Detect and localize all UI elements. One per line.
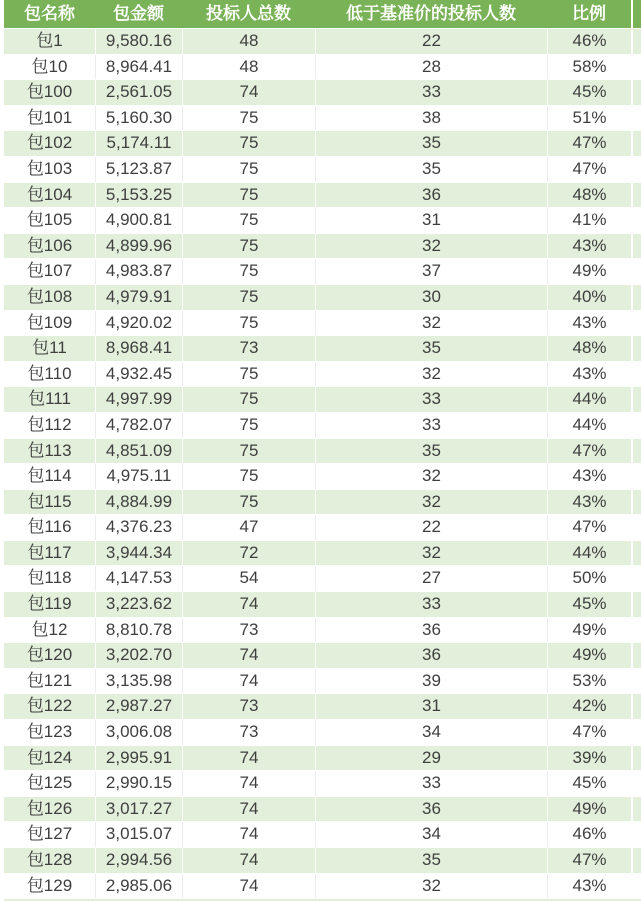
table-row — [4, 821, 641, 847]
cell-bidders-below-base-price[interactable]: 38 — [315, 106, 547, 131]
next-column-sliver — [631, 592, 641, 617]
cell-package-name[interactable]: 包117 — [27, 542, 72, 562]
cell-total-bidders[interactable]: 75 — [182, 208, 315, 233]
cell-total-bidders[interactable]: 75 — [182, 311, 315, 336]
cell-bidders-below-base-price[interactable]: 35 — [315, 336, 547, 361]
column-header-package-amount[interactable]: 包金额 — [113, 4, 164, 23]
table-row — [4, 438, 641, 464]
cell-package-amount[interactable]: 5,123.87 — [95, 157, 182, 182]
next-column-sliver — [631, 694, 641, 719]
cell-total-bidders[interactable]: 74 — [182, 746, 315, 771]
table-row — [4, 847, 641, 873]
cell-package-amount[interactable]: 5,153.25 — [95, 183, 182, 208]
cell-package-amount[interactable]: 4,376.23 — [95, 515, 182, 540]
cell-ratio[interactable]: 47% — [547, 439, 631, 464]
next-column-sliver — [631, 387, 641, 412]
next-column-sliver — [631, 566, 641, 591]
cell-package-name[interactable]: 包129 — [26, 875, 73, 895]
cell-package-name[interactable]: 包127 — [26, 824, 73, 844]
table-row — [4, 156, 641, 182]
next-column-sliver — [631, 311, 641, 336]
cell-total-bidders[interactable]: 75 — [182, 387, 315, 412]
next-column-sliver — [631, 413, 641, 438]
table-row — [4, 79, 641, 105]
next-column-sliver — [631, 234, 641, 259]
cell-package-name[interactable]: 包116 — [27, 517, 72, 537]
cell-package-amount[interactable]: 4,884.99 — [95, 490, 182, 515]
cell-ratio[interactable]: 51% — [547, 106, 631, 131]
table-row — [4, 514, 641, 540]
cell-package-name[interactable]: 包123 — [26, 722, 73, 742]
table-row — [4, 335, 641, 361]
cell-package-amount[interactable]: 4,782.07 — [95, 413, 182, 438]
cell-bidders-below-base-price[interactable]: 35 — [315, 157, 547, 182]
cell-total-bidders[interactable]: 48 — [182, 29, 315, 54]
cell-ratio[interactable]: 45% — [547, 771, 631, 796]
table-row — [4, 386, 641, 412]
cell-package-name[interactable]: 包105 — [26, 210, 73, 230]
cell-bidders-below-base-price[interactable]: 32 — [315, 311, 547, 336]
cell-package-name[interactable]: 包106 — [26, 235, 73, 255]
next-column-sliver — [631, 439, 641, 464]
cell-ratio[interactable]: 49% — [547, 259, 631, 284]
table-header-row — [4, 0, 641, 28]
cell-package-amount[interactable]: 3,135.98 — [95, 669, 182, 694]
cell-ratio[interactable]: 39% — [547, 746, 631, 771]
cell-package-name[interactable]: 包109 — [26, 312, 73, 332]
table-row — [4, 489, 641, 515]
next-column-sliver — [631, 464, 641, 489]
table-row — [4, 540, 641, 566]
cell-package-amount[interactable]: 4,979.91 — [95, 285, 182, 310]
cell-package-amount[interactable]: 3,015.07 — [95, 822, 182, 847]
cell-total-bidders[interactable]: 74 — [182, 771, 315, 796]
cell-bidders-below-base-price[interactable]: 31 — [315, 694, 547, 719]
table-row — [4, 207, 641, 233]
cell-bidders-below-base-price[interactable]: 33 — [315, 80, 547, 105]
next-column-sliver — [631, 643, 641, 668]
cell-package-name[interactable]: 包115 — [27, 491, 72, 511]
cell-bidders-below-base-price[interactable]: 33 — [315, 413, 547, 438]
next-column-sliver — [631, 874, 641, 899]
cell-total-bidders[interactable]: 75 — [182, 234, 315, 259]
cell-ratio[interactable]: 40% — [547, 285, 631, 310]
table-row — [4, 642, 641, 668]
cell-ratio[interactable]: 58% — [547, 55, 631, 80]
table-row — [4, 668, 641, 694]
cell-bidders-below-base-price[interactable]: 28 — [315, 55, 547, 80]
cell-total-bidders[interactable]: 73 — [182, 694, 315, 719]
next-column-sliver — [631, 618, 641, 643]
cell-bidders-below-base-price[interactable]: 32 — [315, 234, 547, 259]
table-row — [4, 258, 641, 284]
table-row — [4, 130, 641, 156]
cell-package-name[interactable]: 包128 — [26, 850, 73, 869]
cell-bidders-below-base-price[interactable]: 34 — [315, 822, 547, 847]
cell-package-amount[interactable]: 4,147.53 — [95, 566, 182, 591]
cell-ratio[interactable]: 43% — [547, 464, 631, 489]
cell-ratio[interactable]: 43% — [547, 874, 631, 899]
cell-ratio[interactable]: 41% — [547, 208, 631, 233]
table-row — [4, 719, 641, 745]
cell-bidders-below-base-price[interactable]: 32 — [315, 490, 547, 515]
cell-ratio[interactable]: 48% — [547, 183, 631, 208]
cell-bidders-below-base-price[interactable]: 32 — [315, 874, 547, 899]
next-column-sliver — [631, 0, 641, 28]
cell-package-name[interactable]: 包108 — [26, 286, 73, 306]
cell-package-amount[interactable]: 2,994.56 — [95, 848, 182, 873]
cell-bidders-below-base-price[interactable]: 37 — [315, 259, 547, 284]
next-column-sliver — [631, 131, 641, 156]
cell-package-amount[interactable]: 4,975.11 — [95, 464, 182, 489]
cell-package-name[interactable]: 包110 — [27, 363, 72, 383]
cell-package-amount[interactable]: 4,932.45 — [95, 362, 182, 387]
cell-bidders-below-base-price[interactable]: 32 — [315, 362, 547, 387]
cell-bidders-below-base-price[interactable]: 33 — [315, 592, 547, 617]
next-column-sliver — [631, 822, 641, 847]
cell-bidders-below-base-price[interactable]: 22 — [315, 29, 547, 54]
table-row — [4, 284, 641, 310]
cell-total-bidders[interactable]: 75 — [182, 439, 315, 464]
next-column-sliver — [631, 720, 641, 745]
cell-package-name[interactable]: 包104 — [26, 184, 73, 204]
cell-total-bidders[interactable]: 74 — [182, 592, 315, 617]
cell-package-amount[interactable]: 5,160.30 — [95, 106, 182, 131]
cell-package-name[interactable]: 包103 — [26, 158, 73, 178]
table-row — [4, 182, 641, 208]
cell-ratio[interactable]: 46% — [547, 822, 631, 847]
cell-total-bidders[interactable]: 73 — [182, 618, 315, 643]
next-column-sliver — [631, 848, 641, 873]
cell-package-amount[interactable]: 3,006.08 — [95, 720, 182, 745]
cell-package-amount[interactable]: 4,899.96 — [95, 234, 182, 259]
cell-ratio[interactable]: 43% — [547, 490, 631, 515]
cell-package-amount[interactable]: 9,580.16 — [95, 29, 182, 54]
next-column-sliver — [631, 336, 641, 361]
cell-bidders-below-base-price[interactable]: 36 — [315, 643, 547, 668]
cell-bidders-below-base-price[interactable]: 36 — [315, 797, 547, 822]
cell-package-name[interactable]: 包112 — [27, 414, 72, 434]
next-column-sliver — [631, 55, 641, 80]
cell-total-bidders[interactable]: 73 — [182, 336, 315, 361]
next-column-sliver — [631, 362, 641, 387]
cell-total-bidders[interactable]: 48 — [182, 55, 315, 80]
cell-package-name[interactable]: 包120 — [26, 645, 73, 665]
cell-total-bidders[interactable]: 73 — [182, 720, 315, 745]
cell-package-name[interactable]: 包11 — [32, 338, 67, 358]
next-column-sliver — [631, 259, 641, 284]
cell-package-name[interactable]: 包102 — [26, 133, 73, 153]
cell-package-name[interactable]: 包1 — [36, 31, 63, 50]
cell-bidders-below-base-price[interactable]: 35 — [315, 131, 547, 156]
cell-package-name[interactable]: 包122 — [26, 696, 73, 716]
cell-package-name[interactable]: 包121 — [26, 670, 73, 690]
next-column-sliver — [631, 541, 641, 566]
cell-total-bidders[interactable]: 75 — [182, 464, 315, 489]
next-column-sliver — [631, 771, 641, 796]
table-row — [4, 873, 641, 899]
table-row — [4, 310, 641, 336]
cell-ratio[interactable]: 47% — [547, 515, 631, 540]
cell-package-amount[interactable]: 4,900.81 — [95, 208, 182, 233]
cell-package-name[interactable]: 包119 — [27, 594, 72, 614]
cell-package-amount[interactable]: 3,202.70 — [95, 643, 182, 668]
cell-bidders-below-base-price[interactable]: 32 — [315, 464, 547, 489]
cell-package-amount[interactable]: 3,017.27 — [95, 797, 182, 822]
next-column-sliver — [631, 208, 641, 233]
cell-package-amount[interactable]: 5,174.11 — [95, 131, 182, 156]
cell-package-name[interactable]: 包125 — [26, 773, 73, 793]
table-row — [4, 412, 641, 438]
cell-ratio[interactable]: 44% — [547, 541, 631, 566]
table-row — [4, 105, 641, 131]
cell-ratio[interactable]: 43% — [547, 234, 631, 259]
cell-bidders-below-base-price[interactable]: 32 — [315, 541, 547, 566]
cell-package-amount[interactable]: 2,990.15 — [95, 771, 182, 796]
cell-ratio[interactable]: 46% — [547, 29, 631, 54]
cell-ratio[interactable]: 49% — [547, 797, 631, 822]
cell-ratio[interactable]: 45% — [547, 80, 631, 105]
cell-ratio[interactable]: 42% — [547, 694, 631, 719]
next-column-sliver — [631, 106, 641, 131]
table-body — [4, 28, 641, 898]
table-row — [4, 54, 641, 80]
cell-ratio[interactable]: 48% — [547, 336, 631, 361]
cell-ratio[interactable]: 47% — [547, 720, 631, 745]
cell-bidders-below-base-price[interactable]: 36 — [315, 183, 547, 208]
cell-package-name[interactable]: 包10 — [31, 56, 68, 76]
cell-package-amount[interactable]: 2,987.27 — [95, 694, 182, 719]
next-column-sliver — [631, 669, 641, 694]
cell-package-name[interactable]: 包113 — [27, 440, 72, 460]
cell-total-bidders[interactable]: 75 — [182, 362, 315, 387]
cell-total-bidders[interactable]: 47 — [182, 515, 315, 540]
cell-ratio[interactable]: 47% — [547, 157, 631, 182]
cell-total-bidders[interactable]: 74 — [182, 822, 315, 847]
column-header-bidders-below-base-price[interactable]: 低于基准价的投标人数 — [346, 4, 516, 23]
cell-package-amount[interactable]: 4,983.87 — [95, 259, 182, 284]
cell-bidders-below-base-price[interactable]: 34 — [315, 720, 547, 745]
cell-package-name[interactable]: 包107 — [26, 261, 73, 281]
cell-total-bidders[interactable]: 75 — [182, 259, 315, 284]
table-row — [4, 233, 641, 259]
cell-package-amount[interactable]: 4,851.09 — [95, 439, 182, 464]
table-row — [4, 796, 641, 822]
cell-total-bidders[interactable]: 75 — [182, 183, 315, 208]
cell-total-bidders[interactable]: 74 — [182, 80, 315, 105]
cell-bidders-below-base-price[interactable]: 22 — [315, 515, 547, 540]
cell-package-amount[interactable]: 8,810.78 — [95, 618, 182, 643]
next-column-sliver — [631, 29, 641, 54]
cell-package-name[interactable]: 包126 — [26, 798, 73, 818]
cell-bidders-below-base-price[interactable]: 27 — [315, 566, 547, 591]
cell-total-bidders[interactable]: 75 — [182, 131, 315, 156]
cell-ratio[interactable]: 44% — [547, 413, 631, 438]
cell-package-amount[interactable]: 3,223.62 — [95, 592, 182, 617]
cell-package-name[interactable]: 包12 — [31, 619, 68, 639]
cell-ratio[interactable]: 45% — [547, 592, 631, 617]
cell-package-amount[interactable]: 8,964.41 — [95, 55, 182, 80]
cell-package-name[interactable]: 包111 — [28, 389, 71, 409]
cell-ratio[interactable]: 49% — [547, 643, 631, 668]
cell-bidders-below-base-price[interactable]: 35 — [315, 439, 547, 464]
cell-package-amount[interactable]: 3,944.34 — [95, 541, 182, 566]
cell-ratio[interactable]: 43% — [547, 311, 631, 336]
cell-package-amount[interactable]: 2,995.91 — [95, 746, 182, 771]
cell-ratio[interactable]: 50% — [547, 566, 631, 591]
next-column-sliver — [631, 746, 641, 771]
cell-ratio[interactable]: 53% — [547, 669, 631, 694]
cell-package-name[interactable]: 包118 — [27, 568, 72, 588]
column-header-total-bidders[interactable]: 投标人总数 — [206, 4, 291, 23]
table-row — [4, 745, 641, 771]
next-column-sliver — [631, 285, 641, 310]
cell-package-amount[interactable]: 2,985.06 — [95, 874, 182, 899]
next-column-sliver — [631, 490, 641, 515]
cell-package-amount[interactable]: 8,968.41 — [95, 336, 182, 361]
cell-bidders-below-base-price[interactable]: 39 — [315, 669, 547, 694]
column-header-ratio[interactable]: 比例 — [572, 4, 606, 23]
cell-total-bidders[interactable]: 75 — [182, 413, 315, 438]
table-row — [4, 591, 641, 617]
next-column-sliver — [631, 157, 641, 182]
cell-package-name[interactable]: 包124 — [26, 747, 73, 767]
cell-total-bidders[interactable]: 75 — [182, 285, 315, 310]
column-header-package-name[interactable]: 包名称 — [24, 4, 75, 23]
cell-package-name[interactable]: 包100 — [26, 82, 73, 102]
table-row — [4, 565, 641, 591]
cell-total-bidders[interactable]: 74 — [182, 797, 315, 822]
table-row — [4, 693, 641, 719]
table-row — [4, 463, 641, 489]
table-row — [4, 617, 641, 643]
cell-bidders-below-base-price[interactable]: 35 — [315, 848, 547, 873]
cell-total-bidders[interactable]: 74 — [182, 848, 315, 873]
cell-total-bidders[interactable]: 74 — [182, 874, 315, 899]
cell-ratio[interactable]: 47% — [547, 131, 631, 156]
next-column-sliver — [631, 80, 641, 105]
cell-bidders-below-base-price[interactable]: 33 — [315, 387, 547, 412]
cell-total-bidders[interactable]: 75 — [182, 490, 315, 515]
cell-package-name[interactable]: 包114 — [27, 466, 72, 486]
cell-package-name[interactable]: 包101 — [26, 107, 73, 127]
cell-bidders-below-base-price[interactable]: 30 — [315, 285, 547, 310]
cell-ratio[interactable]: 47% — [547, 848, 631, 873]
cell-ratio[interactable]: 43% — [547, 362, 631, 387]
cell-package-amount[interactable]: 4,920.02 — [95, 311, 182, 336]
cell-package-amount[interactable]: 2,561.05 — [95, 80, 182, 105]
next-column-sliver — [631, 183, 641, 208]
cell-total-bidders[interactable]: 74 — [182, 643, 315, 668]
cell-bidders-below-base-price[interactable]: 36 — [315, 618, 547, 643]
table-row — [4, 361, 641, 387]
cell-bidders-below-base-price[interactable]: 33 — [315, 771, 547, 796]
cell-total-bidders[interactable]: 54 — [182, 566, 315, 591]
cell-total-bidders[interactable]: 74 — [182, 669, 315, 694]
table-row — [4, 770, 641, 796]
cell-total-bidders[interactable]: 72 — [182, 541, 315, 566]
cell-package-amount[interactable]: 4,997.99 — [95, 387, 182, 412]
next-column-sliver — [631, 515, 641, 540]
cell-total-bidders[interactable]: 75 — [182, 106, 315, 131]
cell-bidders-below-base-price[interactable]: 29 — [315, 746, 547, 771]
cell-ratio[interactable]: 44% — [547, 387, 631, 412]
table-row — [4, 28, 641, 54]
cell-bidders-below-base-price[interactable]: 31 — [315, 208, 547, 233]
cell-ratio[interactable]: 49% — [547, 618, 631, 643]
cell-total-bidders[interactable]: 75 — [182, 157, 315, 182]
next-column-sliver — [631, 797, 641, 822]
